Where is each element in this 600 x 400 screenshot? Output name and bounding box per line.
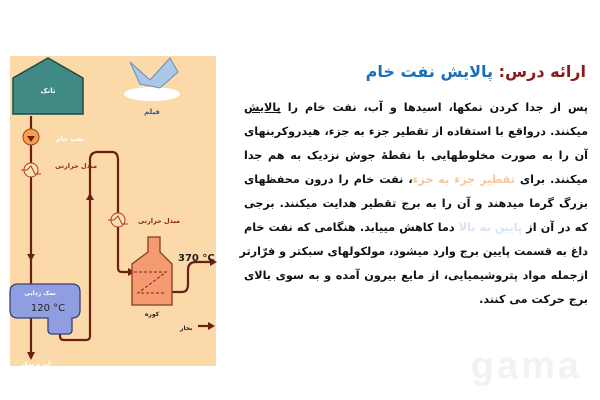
highlighted-term: تقطیر جزء به جزء [412, 173, 515, 186]
text-span: ، نفت خام را درون محفظهای [244, 173, 413, 186]
furnace-temp: 370 °C [178, 253, 215, 264]
text-line: ازجمله مواد پتروشیمیایی، از مایع بیرون آمده و به سوی بالای [244, 269, 588, 282]
title-prefix: ارائه درس: [498, 62, 586, 81]
text-span: پس از جدا کردن نمکها، اسیدها و آب، نفت خام را [280, 101, 588, 114]
highlighted-term: پایین به بالا [458, 221, 523, 234]
heat-exchanger-2-label: مبدل حرارتی [138, 217, 181, 225]
steam-label: بخار [180, 325, 193, 332]
heat-exchanger-1-label: مبدل حرارتی [55, 162, 98, 170]
furnace-label: کوره [144, 311, 160, 318]
text-line: آن را به صورت مخلوطهایی با نقطهٔ جوش نزدیک به هم جدا [244, 149, 588, 162]
text-line: بزرگ گرما میدهند و آن را به برج تقطیر هدایت میکنند. برجی [244, 197, 588, 210]
film-label: فیلم [144, 108, 160, 116]
text-line [244, 96, 588, 120]
text-line [244, 216, 588, 240]
water-salt-label: آب و نمک [21, 361, 51, 368]
text-line: داغ به قسمت پایین برج وارد میشود، مولکولهای سبکتر و فرّارتر [239, 245, 588, 258]
text-line: برج حرکت می کنند. [479, 293, 588, 306]
watermark-logo: gama [470, 345, 582, 387]
underlined-term: پالایش [244, 101, 281, 114]
text-span: که در آن از [522, 221, 588, 234]
text-line: میکنند. درواقع با استفاده از تقطیر جزء به جزء، هیدروکربنهای [244, 125, 588, 138]
tank-label: تانک [40, 87, 56, 95]
lesson-paragraph [239, 96, 588, 312]
crude-oil-label: نفت خام [56, 135, 85, 143]
desalter-temp: 120 °C [30, 303, 66, 314]
text-span: میکنند. برای [514, 173, 588, 186]
title-main: پالایش نفت خام [365, 62, 494, 81]
page-title [366, 62, 586, 81]
text-line [244, 168, 588, 192]
desalter-label: نمک زدایی [24, 290, 56, 297]
refinery-diagram [0, 0, 240, 400]
text-span: دما کاهش مییابد. هنگامی که نفت خام [244, 221, 459, 234]
